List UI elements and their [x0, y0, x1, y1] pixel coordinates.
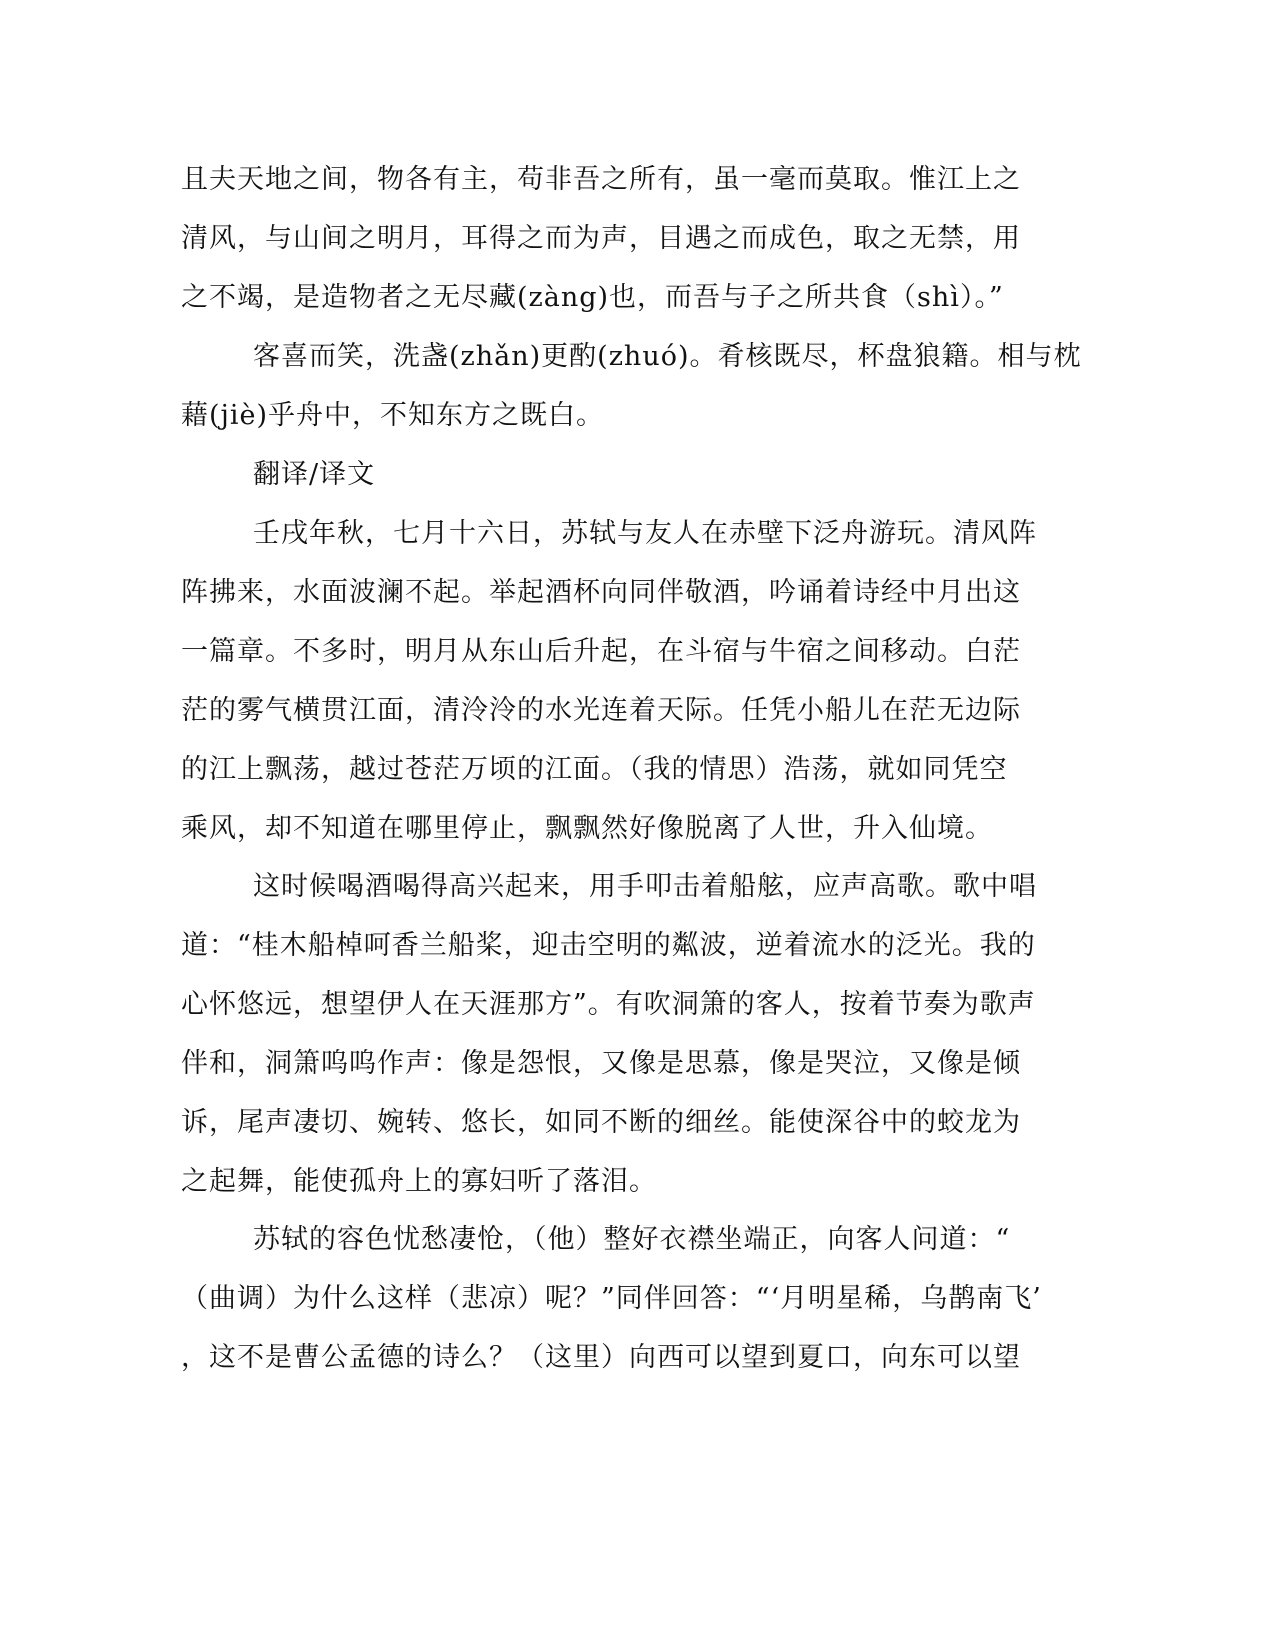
text-line: 之不竭，是造物者之无尽藏(zàng)也，而吾与子之所共食（shì）。”: [181, 282, 1004, 313]
text-line: 心怀悠远，想望伊人在天涯那方”。有吹洞箫的客人，按着节奏为歌声: [181, 989, 1036, 1020]
text-line: 道：“桂木船棹呵香兰船桨，迎击空明的粼波，逆着流水的泛光。我的: [181, 930, 1036, 961]
text-line: （曲调）为什么这样（悲凉）呢？”同伴回答：“‘月明星稀，乌鹊南飞’: [181, 1283, 1042, 1314]
text-line: 茫的雾气横贯江面，清泠泠的水光连着天际。任凭小船儿在茫无边际: [181, 695, 1021, 726]
text-line: 且夫天地之间，物各有主，苟非吾之所有，虽一毫而莫取。惟江上之: [181, 164, 1021, 195]
text-line: 客喜而笑，洗盏(zhǎn)更酌(zhuó)。肴核既尽，杯盘狼籍。相与枕: [253, 341, 1082, 372]
text-line: 诉，尾声凄切、婉转、悠长，如同不断的细丝。能使深谷中的蛟龙为: [181, 1107, 1021, 1138]
text-line: 乘风，却不知道在哪里停止，飘飘然好像脱离了人世，升入仙境。: [181, 813, 993, 844]
text-line: 清风，与山间之明月，耳得之而为声，目遇之而成色，取之无禁，用: [181, 223, 1021, 254]
text-line: 一篇章。不多时，明月从东山后升起，在斗宿与牛宿之间移动。白茫: [181, 636, 1021, 667]
text-line: 阵拂来，水面波澜不起。举起酒杯向同伴敬酒，吟诵着诗经中月出这: [181, 577, 1021, 608]
section-heading: 翻译/译文: [253, 459, 376, 490]
text-line: 这时候喝酒喝得高兴起来，用手叩击着船舷，应声高歌。歌中唱: [253, 871, 1037, 902]
text-line: ，这不是曹公孟德的诗么？（这里）向西可以望到夏口，向东可以望: [181, 1342, 1021, 1373]
text-line: 藉(jiè)乎舟中，不知东方之既白。: [181, 400, 605, 431]
text-line: 的江上飘荡，越过苍茫万顷的江面。（我的情思）浩荡，就如同凭空: [181, 754, 1008, 785]
text-line: 苏轼的容色忧愁凄怆，（他）整好衣襟坐端正，向客人问道：“: [253, 1224, 1011, 1255]
text-line: 壬戌年秋，七月十六日，苏轼与友人在赤壁下泛舟游玩。清风阵: [253, 518, 1037, 549]
text-line: 伴和，洞箫呜呜作声：像是怨恨，又像是思慕，像是哭泣，又像是倾: [181, 1048, 1021, 1079]
text-line: 之起舞，能使孤舟上的寡妇听了落泪。: [181, 1166, 657, 1197]
